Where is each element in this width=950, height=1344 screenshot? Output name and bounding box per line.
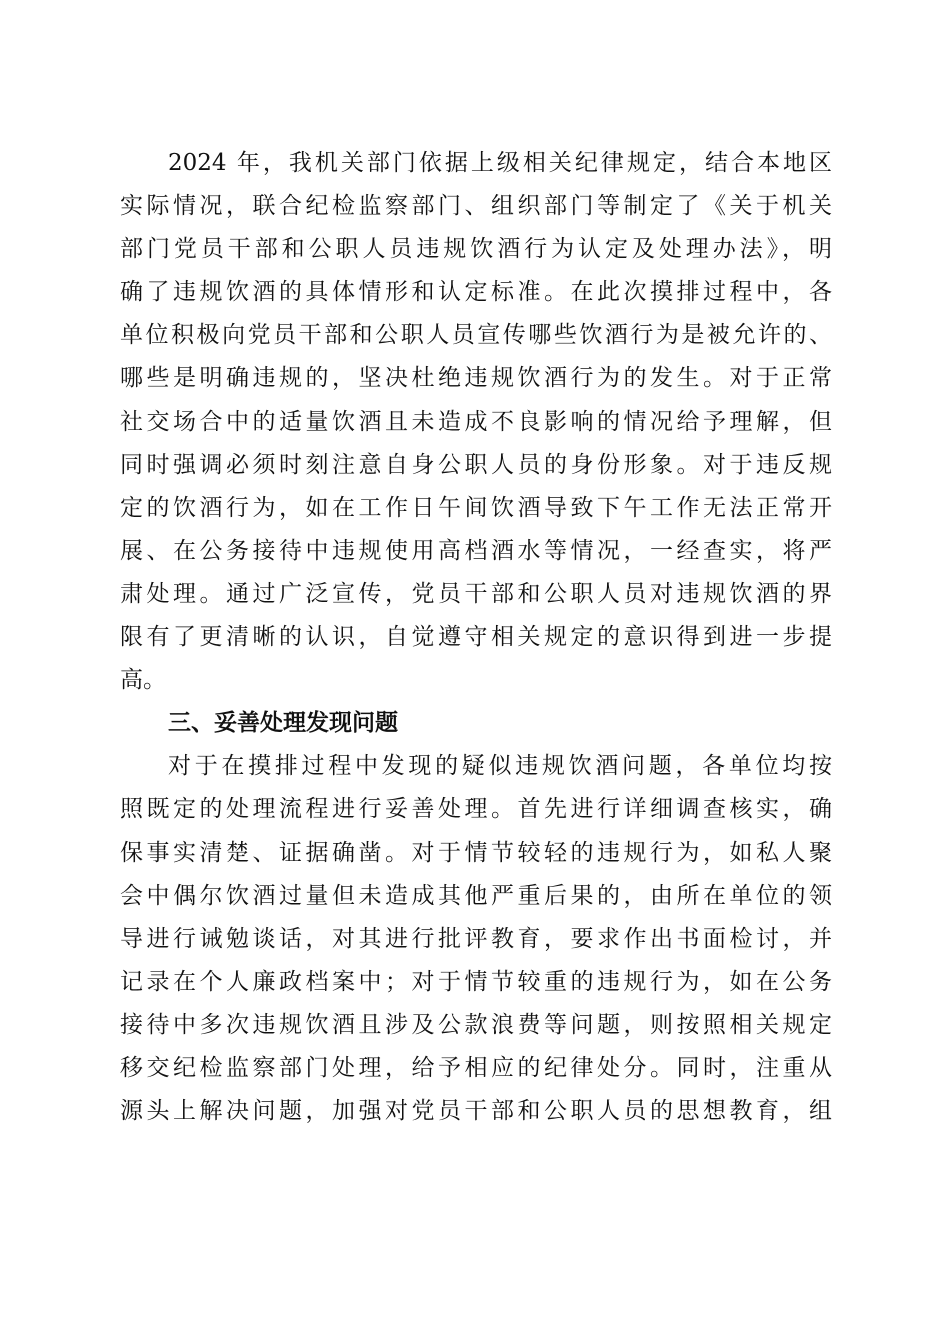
paragraph-line: 记录在个人廉政档案中；对于情节较重的违规行为，如在公务 — [120, 968, 832, 995]
document-body — [120, 142, 832, 1133]
paragraph-line: 移交纪检监察部门处理，给予相应的纪律处分。同时，注重从 — [120, 1054, 832, 1081]
paragraph-line: 同时强调必须时刻注意自身公职人员的身份形象。对于违反规 — [120, 451, 832, 478]
paragraph-line: 接待中多次违规饮酒且涉及公款浪费等问题，则按照相关规定 — [120, 1011, 832, 1038]
paragraph-line: 展、在公务接待中违规使用高档酒水等情况，一经查实，将严 — [120, 537, 832, 564]
paragraph-line: 部门党员干部和公职人员违规饮酒行为认定及处理办法》，明 — [120, 236, 832, 263]
paragraph-line: 保事实清楚、证据确凿。对于情节较轻的违规行为，如私人聚 — [120, 839, 832, 866]
paragraph-line: 导进行诫勉谈话，对其进行批评教育，要求作出书面检讨，并 — [120, 925, 832, 952]
paragraph-line: 限有了更清晰的认识，自觉遵守相关规定的意识得到进一步提 — [120, 624, 832, 651]
paragraph-line: 定的饮酒行为，如在工作日午间饮酒导致下午工作无法正常开 — [120, 494, 832, 521]
paragraph-line: 照既定的处理流程进行妥善处理。首先进行详细调查核实，确 — [120, 796, 832, 823]
paragraph-line: 实际情况，联合纪检监察部门、组织部门等制定了《关于机关 — [120, 193, 832, 220]
paragraph-line: 单位积极向党员干部和公职人员宣传哪些饮酒行为是被允许的、 — [120, 322, 832, 349]
paragraph-line: 对于在摸排过程中发现的疑似违规饮酒问题，各单位均按 — [168, 753, 832, 780]
paragraph-line: 2024 年，我机关部门依据上级相关纪律规定，结合本地区 — [168, 150, 832, 176]
paragraph-line: 社交场合中的适量饮酒且未造成不良影响的情况给予理解，但 — [120, 408, 832, 435]
paragraph-line: 源头上解决问题，加强对党员干部和公职人员的思想教育，组 — [120, 1098, 832, 1125]
paragraph-2024-policy — [120, 142, 832, 702]
paragraph-line: 高。 — [120, 667, 166, 694]
paragraph-line: 确了违规饮酒的具体情形和认定标准。在此次摸排过程中，各 — [120, 279, 832, 306]
paragraph-line: 肃处理。通过广泛宣传，党员干部和公职人员对违规饮酒的界 — [120, 580, 832, 607]
paragraph-handling-issues — [120, 745, 832, 1133]
paragraph-line: 哪些是明确违规的，坚决杜绝违规饮酒行为的发生。对于正常 — [120, 365, 832, 392]
paragraph-line: 会中偶尔饮酒过量但未造成其他严重后果的，由所在单位的领 — [120, 882, 832, 909]
section-heading: 三、妥善处理发现问题 — [168, 710, 398, 737]
